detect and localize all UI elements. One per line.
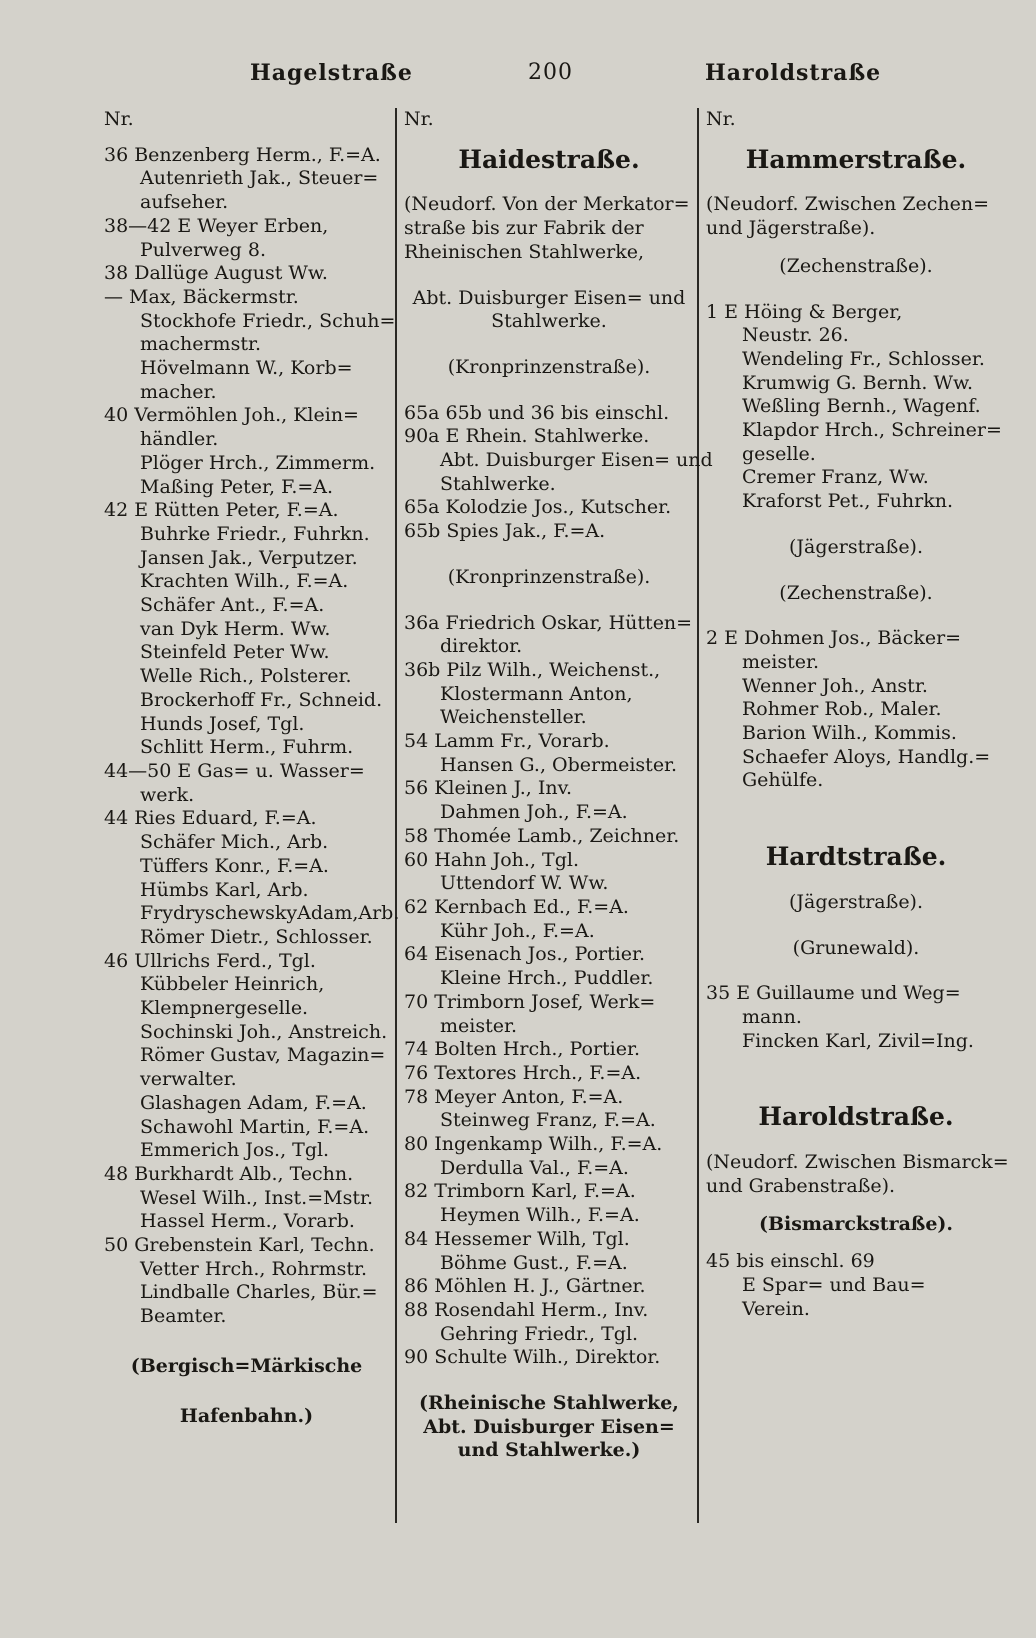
entry-line: Kraforst Pet., Fuhrkn. bbox=[742, 490, 954, 513]
entry-line: 50 Grebenstein Karl, Techn. bbox=[104, 1234, 375, 1257]
section-note bbox=[404, 287, 694, 334]
entry-line: Verein. bbox=[742, 1297, 810, 1320]
entry-line: FrydryschewskyAdam,Arb. bbox=[140, 902, 400, 925]
section-note: (Bergisch=Märkische bbox=[130, 1354, 363, 1377]
entry-line: Hansen G., Obermeister. bbox=[440, 753, 678, 776]
entry-line: 90 Schulte Wilh., Direktor. bbox=[404, 1346, 661, 1369]
entry-line: 36 Benzenberg Herm., F.=A. bbox=[104, 143, 381, 166]
entry-line: Heymen Wilh., F.=A. bbox=[440, 1204, 640, 1227]
entry-line: 36b Pilz Wilh., Weichenst., bbox=[404, 658, 661, 681]
entry-line: 62 Kernbach Ed., F.=A. bbox=[404, 895, 629, 918]
street-title: Hammerstraße. bbox=[745, 144, 967, 174]
running-head-right: Haroldstraße bbox=[705, 60, 882, 86]
entry-line: 46 Ullrichs Ferd., Tgl. bbox=[104, 949, 316, 972]
entry-line: Kübbeler Heinrich, bbox=[140, 973, 325, 996]
entry-line: werk. bbox=[140, 783, 195, 806]
entry-list bbox=[404, 401, 713, 544]
entry-line: Emmerich Jos., Tgl. bbox=[140, 1139, 330, 1162]
entry-line: Brockerhoff Fr., Schneid. bbox=[140, 688, 383, 711]
column-hagelstrasse bbox=[104, 108, 400, 1428]
section-note: Hafenbahn.) bbox=[179, 1404, 314, 1427]
entry-line: Vetter Hrch., Rohrmstr. bbox=[140, 1257, 368, 1280]
entry-line: direktor. bbox=[440, 635, 523, 658]
nr-label: Nr. bbox=[104, 108, 134, 130]
entry-line: Beamter. bbox=[140, 1305, 227, 1328]
entry-line: Hassel Herm., Vorarb. bbox=[140, 1210, 355, 1233]
entry-line: Hövelmann W., Korb= bbox=[140, 357, 353, 380]
entry-line: Kleine Hrch., Puddler. bbox=[440, 967, 654, 990]
note-line: und Stahlwerke.) bbox=[457, 1439, 641, 1462]
entry-line: Römer Dietr., Schlosser. bbox=[140, 925, 373, 948]
entry-line: Weßling Bernh., Wagenf. bbox=[742, 395, 981, 418]
entry-line: Pulverweg 8. bbox=[140, 238, 266, 261]
entry-line: Dahmen Joh., F.=A. bbox=[440, 801, 628, 824]
entry-line: 80 Ingenkamp Wilh., F.=A. bbox=[404, 1133, 663, 1156]
entry-line: 86 Möhlen H. J., Gärtner. bbox=[404, 1275, 646, 1298]
entry-line: Buhrke Friedr., Fuhrkn. bbox=[140, 522, 370, 545]
section-note: (Grunewald). bbox=[792, 936, 920, 959]
entry-line: 36a Friedrich Oskar, Hütten= bbox=[404, 611, 693, 634]
entry-line: 45 bis einschl. 69 bbox=[706, 1250, 875, 1273]
entry-line: Uttendorf W. Ww. bbox=[440, 872, 609, 895]
entry-line: Klapdor Hrch., Schreiner= bbox=[742, 419, 1002, 442]
entry-line: Steinfeld Peter Ww. bbox=[140, 641, 330, 664]
entry-line: Sochinski Joh., Anstreich. bbox=[140, 1020, 388, 1043]
entry-line: 65a Kolodzie Jos., Kutscher. bbox=[404, 496, 672, 519]
note-line: Stahlwerke. bbox=[491, 310, 607, 333]
entry-line: 88 Rosendahl Herm., Inv. bbox=[404, 1298, 649, 1321]
entry-line: 64 Eisenach Jos., Portier. bbox=[404, 943, 646, 966]
entry-line: Schawohl Martin, F.=A. bbox=[140, 1115, 370, 1138]
entry-line: Weichensteller. bbox=[440, 706, 587, 729]
description-line: straße bis zur Fabrik der bbox=[404, 217, 644, 240]
description-line: (Neudorf. Zwischen Zechen= bbox=[706, 193, 990, 216]
entry-line: mann. bbox=[742, 1005, 802, 1028]
entry-line: 35 E Guillaume und Weg= bbox=[706, 982, 961, 1005]
entry-line: 44—50 E Gas= u. Wasser= bbox=[104, 759, 365, 782]
entry-line: Schäfer Mich., Arb. bbox=[140, 831, 329, 854]
entry-line: Autenrieth Jak., Steuer= bbox=[140, 167, 379, 190]
entry-line: van Dyk Herm. Ww. bbox=[140, 617, 331, 640]
entry-line: Barion Wilh., Kommis. bbox=[742, 722, 957, 745]
entry-line: Steinweg Franz, F.=A. bbox=[440, 1109, 656, 1132]
section-note: (Kronprinzenstraße). bbox=[447, 565, 651, 588]
description-line: (Neudorf. Von der Merkator= bbox=[404, 193, 690, 216]
entry-line: 56 Kleinen J., Inv. bbox=[404, 777, 573, 800]
entry-line: meister. bbox=[440, 1014, 518, 1037]
entry-line: Schlitt Herm., Fuhrm. bbox=[140, 736, 354, 759]
section-note: (Jägerstraße). bbox=[788, 890, 924, 913]
street-title: Haidestraße. bbox=[458, 144, 640, 174]
street-title: Hardtstraße. bbox=[765, 842, 947, 872]
entry-line: Klempnergeselle. bbox=[140, 997, 309, 1020]
street-description bbox=[706, 1151, 1009, 1198]
section-note: (Zechenstraße). bbox=[779, 254, 933, 277]
entry-list bbox=[706, 1250, 1006, 1321]
entry-line: 78 Meyer Anton, F.=A. bbox=[404, 1085, 624, 1108]
running-head-left: Hagelstraße bbox=[250, 60, 413, 86]
entry-line: Klostermann Anton, bbox=[440, 682, 633, 705]
entry-line: 82 Trimborn Karl, F.=A. bbox=[404, 1180, 636, 1203]
column-haidestrasse bbox=[404, 108, 713, 1463]
street-description bbox=[404, 193, 694, 264]
description-line: und Jägerstraße). bbox=[706, 217, 876, 240]
column-haroldstrasse bbox=[706, 108, 1009, 1321]
entry-line: Maßing Peter, F.=A. bbox=[140, 475, 334, 498]
entry-line: machermstr. bbox=[140, 333, 261, 356]
entry-line: Rohmer Rob., Maler. bbox=[742, 698, 942, 721]
entry-line: meister. bbox=[742, 650, 820, 673]
entry-line: — Max, Bäckermstr. bbox=[104, 285, 299, 308]
entry-list bbox=[706, 627, 1006, 793]
note-line: Abt. Duisburger Eisen= und bbox=[412, 286, 686, 309]
entry-line: 60 Hahn Joh., Tgl. bbox=[404, 848, 579, 871]
entry-line: 84 Hessemer Wilh, Tgl. bbox=[404, 1227, 630, 1250]
entry-line: verwalter. bbox=[140, 1068, 237, 1091]
entry-line: Lindballe Charles, Bür.= bbox=[140, 1281, 378, 1304]
entry-list bbox=[706, 301, 1006, 514]
entry-line: aufseher. bbox=[140, 191, 229, 214]
section-note bbox=[404, 1392, 694, 1463]
entry-line: Cremer Franz, Ww. bbox=[742, 466, 929, 489]
nr-label: Nr. bbox=[404, 108, 434, 130]
entry-line: 65b Spies Jak., F.=A. bbox=[404, 520, 606, 543]
entry-line: Glashagen Adam, F.=A. bbox=[140, 1091, 367, 1114]
entry-line: Schaefer Aloys, Handlg.= bbox=[742, 745, 991, 768]
street-description bbox=[706, 193, 1006, 240]
entry-line: 42 E Rütten Peter, F.=A. bbox=[104, 499, 339, 522]
description-line: und Grabenstraße). bbox=[706, 1174, 896, 1197]
entry-list bbox=[104, 143, 400, 1329]
note-line: (Rheinische Stahlwerke, bbox=[419, 1392, 679, 1415]
entry-list bbox=[404, 612, 694, 1371]
entry-line: händler. bbox=[140, 428, 219, 451]
entry-line: 90a E Rhein. Stahlwerke. bbox=[404, 425, 650, 448]
entry-line: 44 Ries Eduard, F.=A. bbox=[104, 807, 317, 830]
entry-line: Wendeling Fr., Schlosser. bbox=[742, 347, 985, 370]
entry-line: Kühr Joh., F.=A. bbox=[440, 919, 595, 942]
entry-line: Tüffers Konr., F.=A. bbox=[140, 854, 329, 877]
column-rule-right bbox=[697, 108, 699, 1523]
nr-label: Nr. bbox=[706, 108, 736, 130]
entry-list bbox=[706, 982, 1006, 1053]
entry-line: Wesel Wilh., Inst.=Mstr. bbox=[140, 1186, 374, 1209]
entry-line: 74 Bolten Hrch., Portier. bbox=[404, 1038, 641, 1061]
entry-line: Krumwig G. Bernh. Ww. bbox=[742, 371, 974, 394]
entry-line: Gehring Friedr., Tgl. bbox=[440, 1322, 639, 1345]
street-title: Haroldstraße. bbox=[758, 1102, 954, 1132]
entry-line: 1 E Höing & Berger, bbox=[706, 300, 903, 323]
section-note: (Zechenstraße). bbox=[779, 581, 933, 604]
entry-line: Abt. Duisburger Eisen= und bbox=[440, 449, 713, 472]
entry-line: Wenner Joh., Anstr. bbox=[742, 674, 928, 697]
entry-line: Jansen Jak., Verputzer. bbox=[140, 546, 358, 569]
entry-line: Stockhofe Friedr., Schuh= bbox=[140, 309, 396, 332]
section-note: (Kronprinzenstraße). bbox=[447, 355, 651, 378]
entry-line: 76 Textores Hrch., F.=A. bbox=[404, 1061, 642, 1084]
entry-line: Römer Gustav, Magazin= bbox=[140, 1044, 386, 1067]
entry-line: geselle. bbox=[742, 442, 816, 465]
entry-line: E Spar= und Bau= bbox=[742, 1273, 926, 1296]
entry-line: Neustr. 26. bbox=[742, 324, 849, 347]
entry-line: macher. bbox=[140, 380, 217, 403]
entry-line: Krachten Wilh., F.=A. bbox=[140, 570, 349, 593]
entry-line: 58 Thomée Lamb., Zeichner. bbox=[404, 824, 680, 847]
description-line: Rheinischen Stahlwerke, bbox=[404, 240, 645, 263]
entry-line: Schäfer Ant., F.=A. bbox=[140, 594, 325, 617]
entry-line: 48 Burkhardt Alb., Techn. bbox=[104, 1162, 354, 1185]
entry-line: 38 Dallüge August Ww. bbox=[104, 262, 328, 285]
page-number: 200 bbox=[528, 60, 573, 85]
entry-line: Gehülfe. bbox=[742, 769, 824, 792]
entry-line: Hunds Josef, Tgl. bbox=[140, 712, 305, 735]
entry-line: 40 Vermöhlen Joh., Klein= bbox=[104, 404, 359, 427]
entry-line: Fincken Karl, Zivil=Ing. bbox=[742, 1029, 974, 1052]
description-line: (Neudorf. Zwischen Bismarck= bbox=[706, 1151, 1009, 1174]
entry-line: 2 E Dohmen Jos., Bäcker= bbox=[706, 627, 962, 650]
section-note: (Jägerstraße). bbox=[788, 535, 924, 558]
entry-line: 70 Trimborn Josef, Werk= bbox=[404, 990, 656, 1013]
section-note: (Bismarckstraße). bbox=[758, 1212, 954, 1235]
entry-line: 54 Lamm Fr., Vorarb. bbox=[404, 730, 610, 753]
entry-line: Hümbs Karl, Arb. bbox=[140, 878, 309, 901]
entry-line: Welle Rich., Polsterer. bbox=[140, 665, 352, 688]
entry-line: Derdulla Val., F.=A. bbox=[440, 1156, 629, 1179]
entry-line: 65a 65b und 36 bis einschl. bbox=[404, 401, 670, 424]
note-line: Abt. Duisburger Eisen= bbox=[423, 1415, 675, 1438]
entry-line: Böhme Gust., F.=A. bbox=[440, 1251, 628, 1274]
entry-line: Stahlwerke. bbox=[440, 472, 556, 495]
entry-line: Plöger Hrch., Zimmerm. bbox=[140, 451, 376, 474]
entry-line: 38—42 E Weyer Erben, bbox=[104, 214, 329, 237]
